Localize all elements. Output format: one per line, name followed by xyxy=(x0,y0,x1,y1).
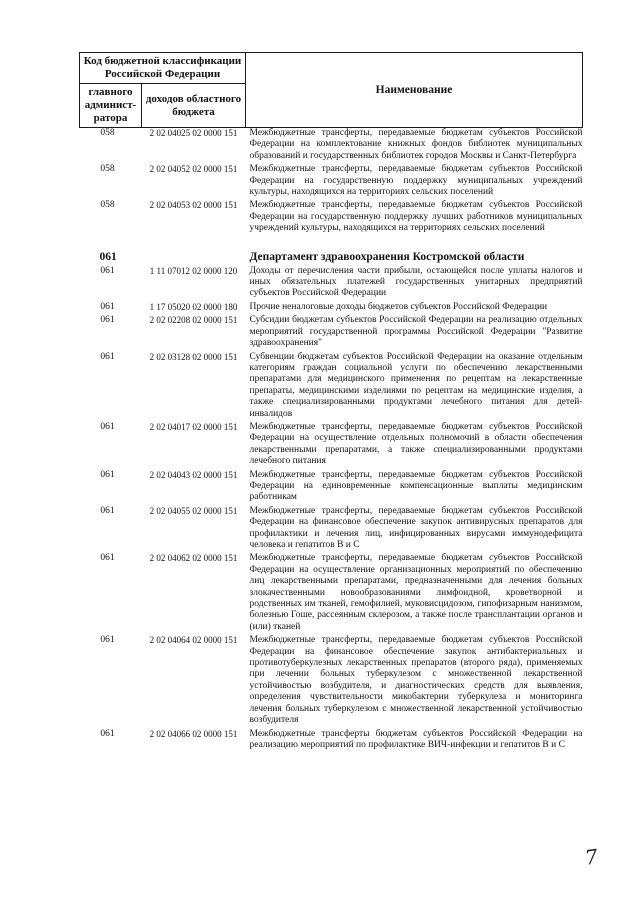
table-row xyxy=(80,164,583,200)
income-code-cell: 2 02 04062 02 0000 151 xyxy=(149,553,238,564)
name-cell: Межбюджетные трансферты, передаваемые бюджетам субъектов Российской Федерации на осуществление отдельных полномочий в области обеспечения лекарственными препаратами, а также специализированными продуктами лечебного питания xyxy=(249,421,583,467)
admin-code-cell: 061 xyxy=(100,265,115,276)
name-cell: Департамент здравоохранения Костромской области xyxy=(249,250,525,263)
income-code-cell: 2 02 04017 02 0000 151 xyxy=(149,421,238,432)
page-number: 7 xyxy=(583,844,600,870)
admin-code-cell: 061 xyxy=(100,728,115,739)
income-code-cell: 2 02 04064 02 0000 151 xyxy=(149,635,238,646)
income-code-cell: 2 02 04043 02 0000 151 xyxy=(149,469,238,480)
name-cell: Межбюджетные трансферты, передаваемые бюджетам субъектов Российской Федерации на комплектование книжных фондов библиотек муниципальных образований и государственных библиотек городов Москвы и Санкт-Петербурга xyxy=(249,128,583,161)
admin-code-cell: 058 xyxy=(100,128,115,138)
name-cell: Межбюджетные трансферты, передаваемые бюджетам субъектов Российской Федерации на государственную поддержку муниципальных учреждений культуры, находящихся на территориях сельских поселений xyxy=(249,164,583,198)
name-cell: Межбюджетные трансферты, передаваемые бюджетам субъектов Российской Федерации на осуществление организационных мероприятий по обеспечению лиц лекарственными препаратами, предназначенными для лечения больных злокачественными новообразованиями лимфоидной, кроветворной и родственных им тканей, гемофилией, муковисцидозом, гипофизарным нанизмом, болезнью Гоше, рассеянным склерозом, а также после трансплантации органов и (или) тканей xyxy=(249,553,583,632)
name-cell: Межбюджетные трансферты, передаваемые бюджетам субъектов Российской Федерации на финансовое обеспечение закупок антивирусных препаратов для профилактики и лечения лиц, инфицированных вирусами иммунодефицита человека и гепатитов В и С xyxy=(249,505,583,550)
income-code-cell: 2 02 04053 02 0000 151 xyxy=(149,200,238,211)
income-code-cell: 2 02 04066 02 0000 151 xyxy=(149,728,238,739)
budget-classification-table xyxy=(79,52,583,753)
income-code-cell: 2 02 04052 02 0000 151 xyxy=(149,164,238,175)
name-cell: Субвенции бюджетам субъектов Российской Федерации на оказание отдельным категориям граждан социальной услуги по обеспечению лекарственными препаратами для медицинского применения по рецептам на лекарственные препараты, медицинскими изделиями по рецептам на медицинские изделия, а также специализированными продуктами лечебного питания для детей-инвалидов xyxy=(249,351,583,419)
name-cell: Межбюджетные трансферты, передаваемые бюджетам субъектов Российской Федерации на государственную поддержку лучших работников муниципальных учреждений культуры, находящихся на территориях сельских поселений xyxy=(249,200,583,234)
income-code-cell: 2 02 02208 02 0000 151 xyxy=(149,315,238,326)
name-cell: Доходы от перечисления части прибыли, остающейся после уплаты налогов и иных обязательных платежей государственных унитарных предприятий субъектов Российской Федерации xyxy=(249,265,583,299)
table-row xyxy=(80,266,583,302)
income-code-cell: 2 02 03128 02 0000 151 xyxy=(149,351,238,362)
name-cell: Субсидии бюджетам субъектов Российской Федерации на реализацию отдельных мероприятий государственной программы Российской Федерации "Развитие здравоохранения" xyxy=(249,315,583,349)
admin-code-cell: 061 xyxy=(99,250,117,263)
name-cell: Межбюджетные трансферты бюджетам субъектов Российской Федерации на реализацию мероприятий по профилактике ВИЧ-инфекции и гепатитов В и С xyxy=(249,728,583,750)
table-row xyxy=(80,352,583,422)
admin-code-cell: 058 xyxy=(100,200,115,211)
header-budget-code-group: Код бюджетной классификации Российской Федерации xyxy=(80,53,246,84)
income-code-cell xyxy=(142,237,246,266)
admin-code-cell: 061 xyxy=(100,421,115,432)
admin-code-cell: 058 xyxy=(100,164,115,175)
name-cell: Прочие неналоговые доходы бюджетов субъектов Российской Федерации xyxy=(249,301,548,312)
table-row xyxy=(80,553,583,635)
admin-code-cell: 061 xyxy=(100,301,115,312)
table-row xyxy=(80,315,583,351)
admin-code-cell: 061 xyxy=(100,635,115,646)
admin-code-cell: 061 xyxy=(100,553,115,564)
table-row xyxy=(80,128,583,165)
admin-code-cell: 061 xyxy=(100,315,115,326)
department-row xyxy=(80,237,583,266)
table-row xyxy=(80,635,583,728)
admin-code-cell: 061 xyxy=(100,505,115,516)
admin-code-cell: 061 xyxy=(100,469,115,480)
header-name: Наименование xyxy=(246,53,583,128)
income-code-cell: 1 11 07012 02 0000 120 xyxy=(149,265,238,276)
table-row xyxy=(80,200,583,236)
income-code-cell: 2 02 04055 02 0000 151 xyxy=(149,505,238,516)
name-cell: Межбюджетные трансферты, передаваемые бюджетам субъектов Российской Федерации на единовременные компенсационные выплаты медицинским работникам xyxy=(249,469,583,503)
table-row xyxy=(80,422,583,470)
income-code-cell: 2 02 04025 02 0000 151 xyxy=(149,128,238,138)
table-row xyxy=(80,506,583,554)
header-regional-income: доходов областного бюджета xyxy=(142,84,246,128)
name-cell: Межбюджетные трансферты, передаваемые бюджетам субъектов Российской Федерации на финансовое обеспечение закупок антибактериальных и противотуберкулезных лекарственных препаратов (второго ряда), применяемых при лечении больных туберкулезом с множественной лекарственной устойчивостью возбудителя, и диагностических средств для выявления, определения чувствительности микобактерии туберкулеза и мониторинга лечения больных туберкулезом с множественной лекарственной устойчивостью возбудителя xyxy=(249,635,583,726)
table-row xyxy=(80,302,583,315)
table-row xyxy=(80,470,583,506)
admin-code-cell: 061 xyxy=(100,351,115,362)
header-main-admin: главного админист-ратора xyxy=(80,84,142,128)
table-body xyxy=(80,128,583,754)
income-code-cell: 1 17 05020 02 0000 180 xyxy=(149,301,238,312)
table-row xyxy=(80,729,583,754)
